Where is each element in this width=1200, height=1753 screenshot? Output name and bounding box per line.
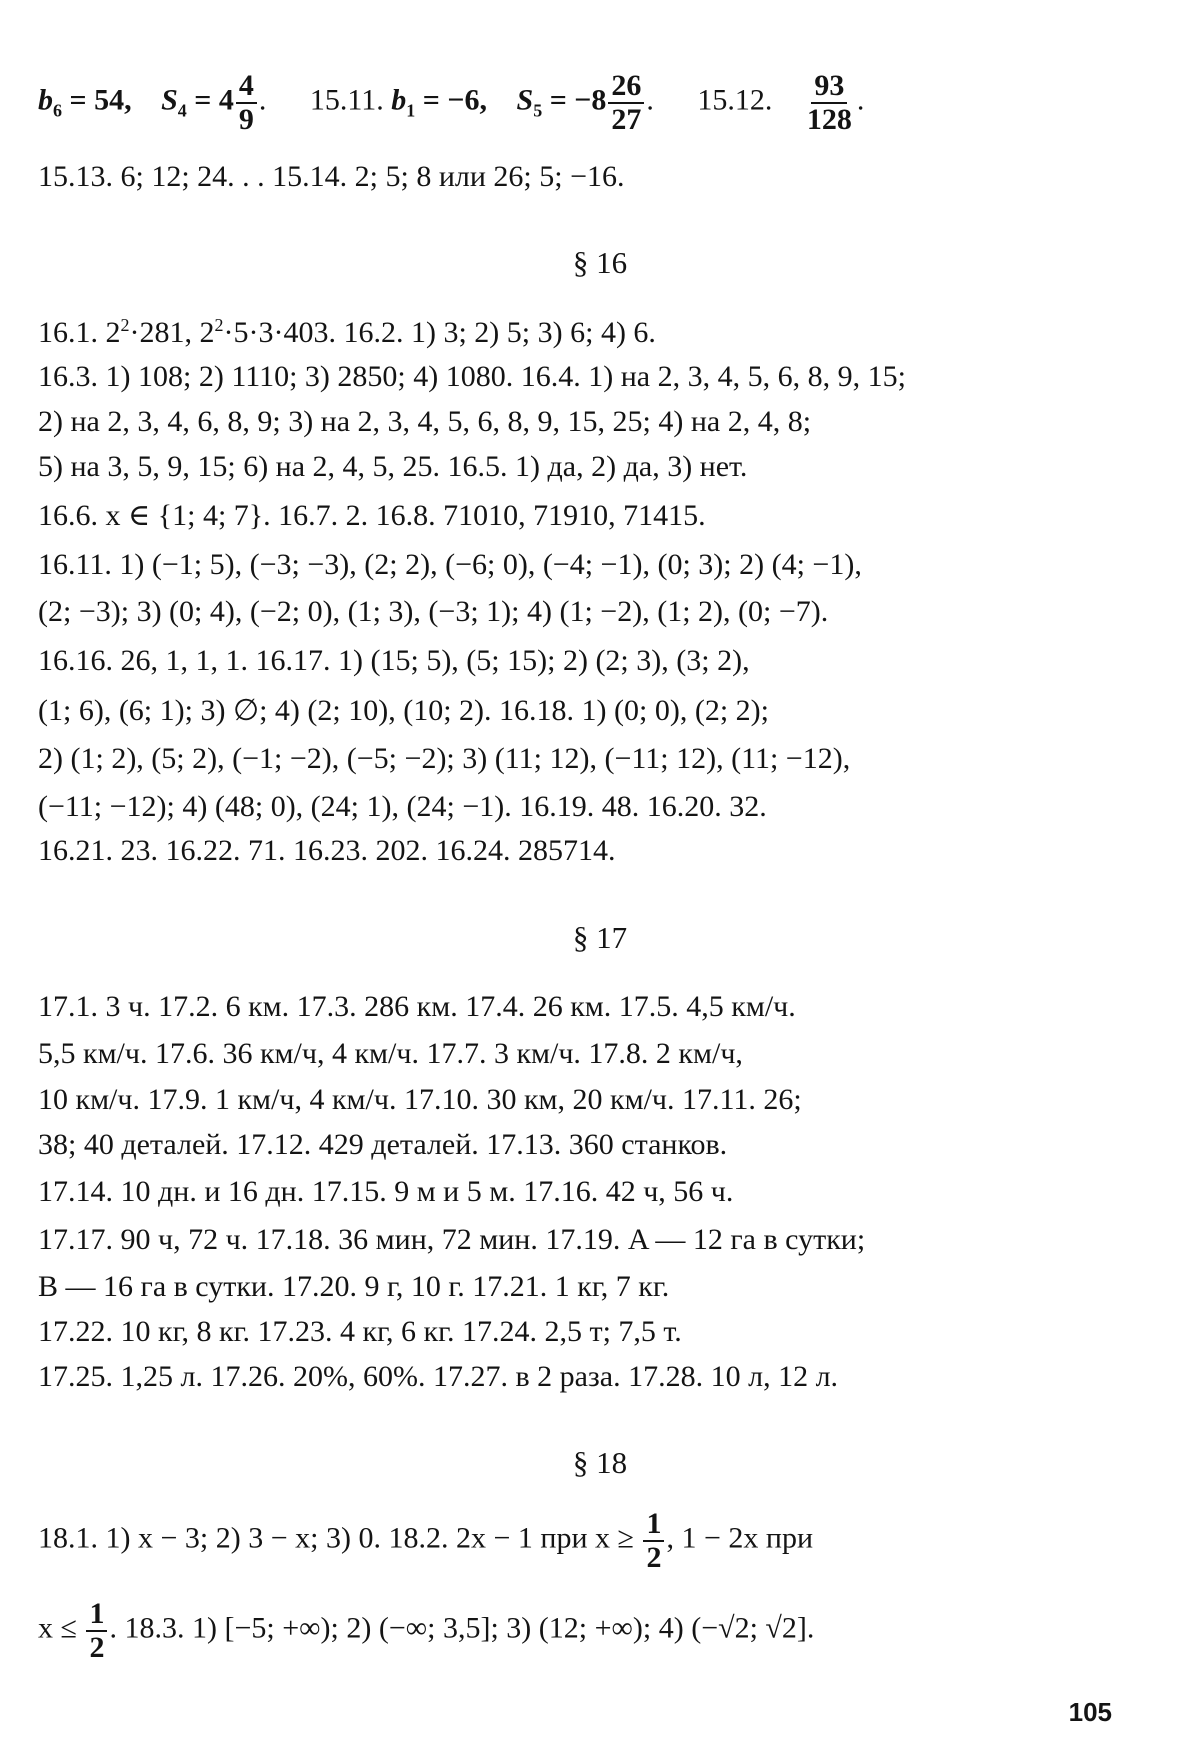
answer-18-2-part-b: . 18.3. 1) [−5; +∞); 2) (−∞; 3,5]; 3) (12; +∞); 4) (−√2; √2].: [109, 1611, 815, 1645]
b1-subscript: 1: [406, 100, 416, 121]
b6-subscript: 6: [53, 100, 62, 121]
answers-17-line: 38; 40 деталей. 17.12. 429 деталей. 17.13. 360 станков.: [38, 1128, 728, 1161]
answer-15-12-fraction: [804, 70, 855, 135]
answers-17-line: 17.25. 1,25 л. 17.26. 20%, 60%. 17.27. в 2 раза. 17.28. 10 л, 12 л.: [38, 1360, 839, 1393]
problem-15-11: 15.11.: [309, 83, 384, 117]
answer-16-1-part-b: ·281, 2: [129, 316, 215, 349]
power-2: 2: [214, 315, 224, 335]
b1-label: b: [391, 83, 407, 117]
s4-numerator: 4: [236, 70, 257, 104]
answers-16-line: 16.21. 23. 16.22. 71. 16.23. 202. 16.24. 285714.: [38, 834, 616, 867]
answers-17-line: 5,5 км/ч. 17.6. 36 км/ч, 4 км/ч. 17.7. 3 км/ч. 17.8. 2 км/ч,: [38, 1037, 743, 1070]
half-denominator: 2: [646, 1540, 662, 1574]
answers-17-line: 10 км/ч. 17.9. 1 км/ч, 4 км/ч. 17.10. 30 км, 20 км/ч. 17.11. 26;: [38, 1083, 802, 1116]
problem-15-12: 15.12.: [697, 83, 773, 117]
answers-16-line-1: [38, 315, 656, 350]
answers-17-line: 17.17. 90 ч, 72 ч. 17.18. 36 мин, 72 мин. 17.19. A — 12 га в сутки;: [38, 1223, 866, 1256]
s5-subscript: 5: [533, 100, 543, 121]
answer-15-12-end: .: [856, 83, 865, 117]
power-1: 2: [120, 315, 130, 335]
s5-denominator: 27: [611, 102, 642, 136]
b6-value: = 54,: [62, 83, 132, 117]
half-numerator: 1: [643, 1508, 664, 1542]
s5-end: .: [646, 83, 654, 117]
s4-label: S: [161, 83, 178, 117]
half-fraction-2: [86, 1598, 107, 1663]
answers-16-line: (1; 6), (6; 1); 3) ∅; 4) (2; 10), (10; 2). 16.18. 1) (0; 0), (2; 2);: [38, 694, 770, 727]
s5-fraction: [608, 70, 644, 135]
answer-16-1-part-c: ·5·3·403. 16.2. 1) 3; 2) 5; 3) 6; 4) 6.: [223, 316, 656, 349]
answer-16-1-part-a: 16.1. 2: [38, 316, 121, 349]
answers-16-line: 16.11. 1) (−1; 5), (−3; −3), (2; 2), (−6; 0), (−4; −1), (0; 3); 2) (4; −1),: [38, 548, 862, 581]
answers-17-line: 17.14. 10 дн. и 16 дн. 17.15. 9 м и 5 м. 17.16. 42 ч, 56 ч.: [38, 1175, 734, 1208]
answers-16-line: (−11; −12); 4) (48; 0), (24; 1), (24; −1). 16.19. 48. 16.20. 32.: [38, 790, 767, 823]
answers-16-line: (2; −3); 3) (0; 4), (−2; 0), (1; 3), (−3; 1); 4) (1; −2), (1; 2), (0; −7).: [38, 595, 829, 628]
answers-17-line: 17.1. 3 ч. 17.2. 6 км. 17.3. 286 км. 17.4. 26 км. 17.5. 4,5 км/ч.: [38, 990, 796, 1023]
answers-16-line: 16.16. 26, 1, 1, 1. 16.17. 1) (15; 5), (5; 15); 2) (2; 3), (3; 2),: [38, 644, 750, 677]
answers-16-line: 16.6. x ∈ {1; 4; 7}. 16.7. 2. 16.8. 71010, 71910, 71415.: [38, 499, 706, 532]
s5-equals: = −8: [542, 83, 607, 117]
answers-18-line-1: [38, 1508, 813, 1573]
b1-value: = −6,: [415, 83, 487, 117]
s5-label: S: [516, 83, 534, 117]
s5-numerator: 26: [608, 70, 644, 104]
half-numerator-2: 1: [86, 1598, 107, 1632]
s4-end: .: [258, 83, 267, 117]
answers-16-line: 5) на 3, 5, 9, 15; 6) на 2, 4, 5, 25. 16.5. 1) да, 2) да, 3) нет.: [38, 450, 748, 483]
s4-fraction: [236, 70, 257, 135]
answers-17-line: B — 16 га в сутки. 17.20. 9 г, 10 г. 17.21. 1 кг, 7 кг.: [38, 1270, 670, 1303]
s4-denominator: 9: [238, 102, 254, 136]
s4-subscript: 4: [177, 100, 187, 121]
b6-label: b: [38, 83, 53, 117]
answers-16-line: 2) на 2, 3, 4, 6, 8, 9; 3) на 2, 3, 4, 5, 6, 8, 9, 15, 25; 4) на 2, 4, 8;: [38, 405, 812, 438]
answer-18-1-part-b: , 1 − 2x при: [666, 1521, 814, 1555]
half-fraction: [643, 1508, 664, 1573]
answer-15-12-denominator: 128: [806, 102, 852, 136]
answers-15-line-2: 15.13. 6; 12; 24. . . 15.14. 2; 5; 8 или 26; 5; −16.: [38, 160, 625, 193]
answer-18-1-part-a: 18.1. 1) x − 3; 2) 3 − x; 3) 0. 18.2. 2x − 1 при x ≥: [38, 1521, 634, 1555]
page-number: 105: [1068, 1697, 1112, 1727]
answers-18-line-2: [38, 1598, 814, 1663]
section-18-title: § 18: [572, 1445, 628, 1480]
answers-17-line: 17.22. 10 кг, 8 кг. 17.23. 4 кг, 6 кг. 17.24. 2,5 т; 7,5 т.: [38, 1315, 682, 1348]
answers-16-line: 16.3. 1) 108; 2) 1110; 3) 2850; 4) 1080. 16.4. 1) на 2, 3, 4, 5, 6, 8, 9, 15;: [38, 360, 906, 393]
s4-equals: = 4: [186, 83, 234, 117]
half-denominator-2: 2: [89, 1630, 105, 1664]
answer-18-2-part-a: x ≤: [38, 1611, 77, 1645]
answer-15-12-numerator: 93: [811, 70, 847, 104]
section-17-title: § 17: [572, 920, 628, 955]
answers-15-line-1: [38, 70, 864, 135]
section-16-title: § 16: [572, 245, 628, 280]
answers-16-line: 2) (1; 2), (5; 2), (−1; −2), (−5; −2); 3) (11; 12), (−11; 12), (11; −12),: [38, 742, 851, 775]
